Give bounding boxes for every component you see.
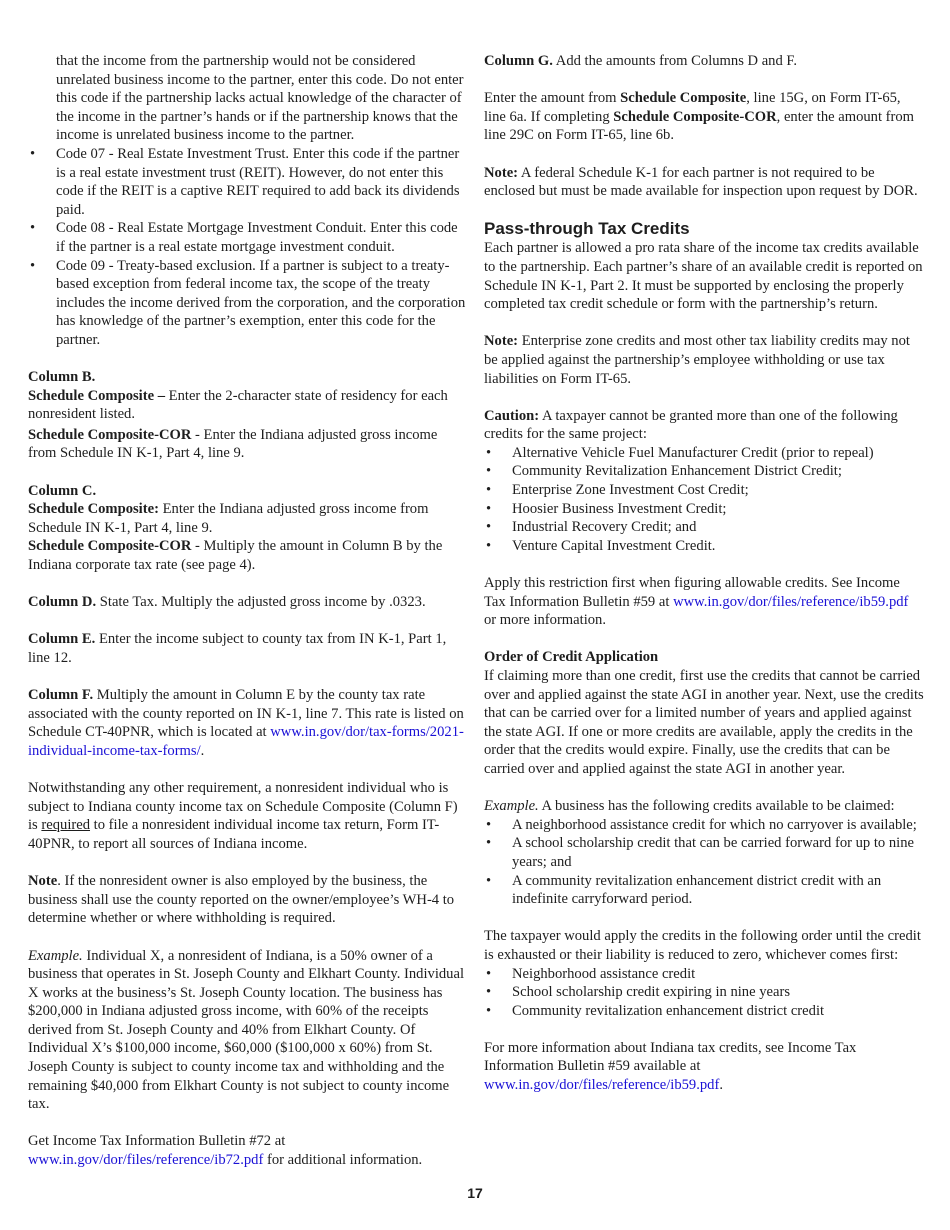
note-paragraph: Note. If the nonresident owner is also employed by the business, the business shall use the county reported on the owner/employee’s WH-4 to determine whether or where withholding is required. <box>28 873 455 927</box>
page-number: 17 <box>467 1185 483 1201</box>
list-item: • Industrial Recovery Credit; and <box>484 518 924 537</box>
list-item: • School scholarship credit expiring in nine years <box>484 983 924 1002</box>
enter-amount-paragraph: Enter the amount from Schedule Composite, line 15G, on Form IT-65, line 6a. If completing Schedule Composite-COR, enter the amount from line 29C on Form IT-65, line 6b. <box>484 90 915 144</box>
column-d: Column D. State Tax. Multiply the adjusted gross income by .0323. <box>28 594 426 611</box>
column-g: Column G. Add the amounts from Columns D and F. <box>484 53 798 69</box>
list-item: • Neighborhood assistance credit <box>484 965 924 984</box>
list-item: • Community Revitalization Enhancement District Credit; <box>484 462 924 481</box>
code-06-continued: that the income from the partnership would not be considered unrelated business income to the partner, enter this code. Do not enter this code if the partnership lacks actual knowledge of the character of the income in the partner’s hands or if the partnership knows that the income is unrelated business income to the partner. <box>56 53 464 144</box>
column-c-cor: Schedule Composite-COR - Multiply the amount in Column B by the Indiana corporate tax rate (see page 4). <box>28 538 443 574</box>
pass-through-heading: Pass-through Tax Credits <box>484 219 690 239</box>
list-item: • Venture Capital Investment Credit. <box>484 537 924 556</box>
ib59-link-2[interactable]: www.in.gov/dor/files/reference/ib59.pdf <box>484 1077 720 1094</box>
example-credit-list <box>484 816 924 909</box>
list-item: • A school scholarship credit that can be carried forward for up to nine years; and <box>484 834 924 871</box>
column-f: Column F. Multiply the amount in Column E by the county tax rate associated with the county reported on IN K-1, line 7. This rate is listed on Schedule CT-40PNR, which is located at www.in.gov/dor/tax-forms/2021-individual-income-tax-forms/. <box>28 687 464 759</box>
order-heading: Order of Credit Application <box>484 649 659 666</box>
list-item: • Alternative Vehicle Fuel Manufacturer Credit (prior to repeal) <box>484 444 924 463</box>
caution-paragraph: Caution: A taxpayer cannot be granted more than one of the following credits for the same project: <box>484 407 898 443</box>
credit-example: Example. A business has the following credits available to be claimed: <box>484 798 895 815</box>
apply-restriction-paragraph: Apply this restriction first when figuring allowable credits. See Income Tax Information Bulletin #59 at www.in.gov/dor/files/reference/ib59.pdf or more information. <box>484 575 909 629</box>
column-b-composite: Schedule Composite – Enter the 2-character state of residency for each nonresident listed. <box>28 387 448 423</box>
k1-note: Note: A federal Schedule K-1 for each partner is not required to be enclosed but must be made available for inspection upon request by DOR. <box>484 164 918 200</box>
column-e: Column E. Enter the income subject to county tax from IN K-1, Part 1, line 12. <box>28 631 447 666</box>
pass-through-text: Each partner is allowed a pro rata share of the income tax credits available to the partnership. Each partner’s share of an available credit is reported on Schedule IN K-1, Part 2. It must be supported by enclosing the properly completed tax credit schedule or form with the partnership’s return. <box>484 240 923 313</box>
code-list <box>28 145 466 350</box>
credit-restriction-list <box>484 444 924 556</box>
column-c-heading: Column C. <box>28 482 97 499</box>
list-item: • Enterprise Zone Investment Cost Credit; <box>484 481 924 500</box>
list-item: • Community revitalization enhancement district credit <box>484 1002 924 1021</box>
column-b-heading: Column B. <box>28 369 96 386</box>
column-b-cor: Schedule Composite-COR - Enter the Indiana adjusted gross income from Schedule IN K-1, Part 4, line 9. <box>28 426 438 462</box>
example-paragraph: Example. Individual X, a nonresident of Indiana, is a 50% owner of a business that operates in St. Joseph County and Elkhart County. Individual X works at the business’s St. Joseph County location. The business has $200,000 in Indiana adjusted gross income, with 60% of the receipts derived from St. Joseph County and 40% from Elkhart County. Of Individual X’s $100,000 income, $60,000 ($100,000 x 60%) from St. Joseph County is subject to county income tax and withholding and the remaining $40,000 from Elkhart County is not subject to county income tax. <box>28 947 465 1113</box>
list-item: • A community revitalization enhancement district credit with an indefinite carryforward period. <box>484 872 924 909</box>
ct-40pnr-link[interactable]: www.in.gov/dor/tax-forms/2021-individual-income-tax-forms/ <box>28 724 464 759</box>
ib59-link[interactable]: www.in.gov/dor/files/reference/ib59.pdf <box>673 593 909 610</box>
right-column <box>484 52 924 1095</box>
ib72-paragraph: Get Income Tax Information Bulletin #72 at www.in.gov/dor/files/reference/ib72.pdf for additional information. <box>28 1133 423 1169</box>
more-info-paragraph: For more information about Indiana tax credits, see Income Tax Information Bulletin #59 available at www.in.gov/dor/files/reference/ib59.pdf. <box>484 1039 857 1094</box>
taxpayer-order-paragraph: The taxpayer would apply the credits in the following order until the credit is exhausted or their liability is reduced to zero, whichever comes first: <box>484 928 921 963</box>
list-item: • Code 07 - Real Estate Investment Trust. Enter this code if the partner is a real estate investment trust (REIT). However, do not enter this code if the REIT is a captive REIT required to add back its dividends paid. <box>28 145 466 219</box>
list-item: • Hoosier Business Investment Credit; <box>484 500 924 519</box>
order-text: If claiming more than one credit, first use the credits that cannot be carried over and applied against the state AGI in another year. Next, use the credits that can be carried over for a limited number of years and applied against the state AGI. If one or more credits are available, apply the credits in the order that the credits would expire. Finally, use the credits that can be carried over and applied against the state AGI in another year. <box>484 668 924 777</box>
left-column <box>28 52 466 1170</box>
list-item: • A neighborhood assistance credit for which no carryover is available; <box>484 816 924 835</box>
notwithstanding-paragraph: Notwithstanding any other requirement, a nonresident individual who is subject to Indiana county income tax on Schedule Composite (Column F) is required to file a nonresident individual income tax return, Form IT-40PNR, to report all sources of Indiana income. <box>28 780 458 852</box>
enterprise-zone-note: Note: Enterprise zone credits and most other tax liability credits may not be applied against the partnership’s employee withholding or use tax liabilities on Form IT-65. <box>484 333 910 387</box>
list-item: • Code 09 - Treaty-based exclusion. If a partner is subject to a treaty-based exception from federal income tax, the scope of the treaty includes the income derived from the corporation, and the corporation has knowledge of the partner’s exemption, enter this code for the partner. <box>28 257 466 350</box>
application-order-list <box>484 965 924 1021</box>
ib72-link[interactable]: www.in.gov/dor/files/reference/ib72.pdf <box>28 1152 264 1169</box>
list-item: • Code 08 - Real Estate Mortgage Investment Conduit. Enter this code if the partner is a real estate mortgage investment conduit. <box>28 219 466 256</box>
column-c-composite: Schedule Composite: Enter the Indiana adjusted gross income from Schedule IN K-1, Part 4, line 9. <box>28 501 429 536</box>
